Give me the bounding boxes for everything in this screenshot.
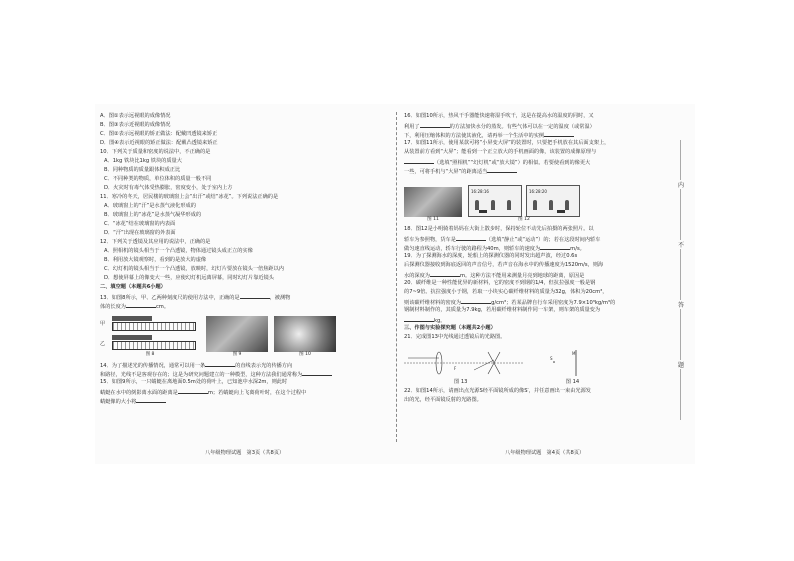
question-20-end: kg。 (404, 315, 674, 324)
text-line: C．图②表示远视眼的矫正做法：配戴凹透镜来矫正 (100, 131, 218, 137)
text-line: 钢制材料制作的，其质量为7.9kg，若用碳纤维材料制作同一车架，则车架的质量变为 (404, 307, 601, 313)
figure-caption: 图 10 (299, 352, 311, 357)
timestamp: 16:28:16 (471, 189, 489, 194)
answer-blank (461, 297, 491, 304)
phone-screen-photo (404, 187, 462, 217)
page-footer-left: 八年级物理试题 第3页（共8页） (205, 450, 285, 456)
text-line: B．利用放大镜观察时，看到的是放大的虚像 (104, 257, 207, 263)
question-17-cont: （选填“照相机”“幻灯机”或“放大镜”）的相似。若要使看到的像更大 (404, 157, 674, 166)
ruler-diagram (100, 316, 200, 352)
figure-10 (274, 316, 336, 358)
ruler-b (112, 341, 196, 350)
text-line: 从装置前方看到“大屏”；能看到一个正立放大的手机画面的像，该装置的成像原理与 (404, 149, 597, 155)
answer-blank (420, 121, 450, 128)
answer-blank (178, 387, 208, 394)
figure-caption: 图 9 (232, 352, 242, 357)
text-line: C．不同种类的物质，单位体积的质量一般不同 (104, 176, 212, 182)
figure-8 (100, 316, 200, 358)
ruler-label-a: 甲 (100, 321, 106, 327)
text-line: D．想使屏幕上的像变大一些，应使幻灯机远离屏幕，同时幻灯片靠近镜头 (104, 275, 274, 281)
text-line: D．火灾时有毒气体受热膨胀，密度变小，处于室内上方 (104, 185, 233, 191)
text-line: C．“冰花”结在玻璃窗的内表面 (104, 221, 176, 227)
tree-icon (491, 200, 495, 210)
text-line: D．“汗”出现在玻璃窗的外表面 (104, 230, 176, 236)
question-15-end: 蜻蜓像的大小将 (100, 396, 385, 405)
question-11: 11．寒冷的冬天，居民楼的玻璃窗上会“出汗”或结“冰花”。下列说法正确的是 (100, 194, 279, 200)
answer-blank (404, 157, 434, 164)
tree-icon (533, 200, 537, 210)
text-line: 的7~9倍。抗拉强度小于钢，若取一小块实心碳纤维材料的质量为32g，体积为20cm³， (404, 289, 608, 295)
text-line: A．玻璃窗上的“汗”是水蒸气液化形成的 (104, 203, 196, 209)
question-16-cont: 利用了 的方法加快水分的蒸发。有些气体可以在一定的温度（或常温） (404, 121, 674, 130)
answer-blank (205, 360, 235, 367)
figure-row-13-14 (404, 344, 674, 376)
text-line: D．图④表示近视眼的矫正做法：配戴凸透镜来矫正 (100, 140, 218, 146)
text-line: B．同种物质的质量跟体积成正比 (104, 167, 181, 173)
hand-dryer-photo (274, 316, 336, 352)
ruler-label-b: 乙 (100, 341, 106, 347)
figure-caption: 图 8 (145, 352, 155, 357)
question-12: 12．下列关于透镜及其应用的说法中，正确的是 (100, 239, 211, 245)
question-19: 19．为了探测海水的深度，轮船上的探测仪器的同时发出超声波，经过0.6s (404, 253, 578, 259)
answer-blank (544, 130, 574, 137)
answer-blank (456, 234, 486, 241)
figure-caption: 图 12 (518, 217, 530, 222)
question-22-cont: 出的光，经平面镜反射的光路图。 (404, 397, 482, 403)
right-column (404, 112, 674, 405)
question-15: 15．如图9所示，一只蜻蜓在离地面0.5m处的荷叶上，已知池中水深2m，则此时 (100, 379, 288, 385)
light-source-icon (553, 361, 555, 363)
text-line: A．1kg 铁块比1kg 铁块的质量大 (104, 158, 182, 164)
dragonfly-photo (206, 316, 268, 352)
section-3-title: 三、作图与实验探究题（本题共2小题） (404, 325, 496, 331)
question-16: 16．如图10所示，热风干手器能快速将湿手吹干，这是在提高水的温度的同时，又 (404, 113, 594, 119)
binding-char: 不 (675, 240, 687, 249)
figure-13-svg (404, 350, 604, 376)
ruler-a (112, 322, 196, 331)
street-photos (468, 185, 580, 217)
answer-blank (540, 243, 570, 250)
question-20-cont: 则该碳纤维材料的密度为 g/cm³；若某品牌自行车采用密度为7.9×10³kg/m³的 (404, 297, 674, 306)
binding-char: 内 (675, 180, 687, 189)
figure-row-8-10 (100, 312, 385, 358)
question-19-cont: 水的深度为 m。这种方法不能用来测量月亮到地球的距离，原因是 (404, 270, 674, 279)
question-14: 14．为了描述光的传播情况，通常可以用一条 的直线表示光的传播方向 (100, 360, 385, 369)
question-14-cont: 和路径，光线不是客观存在的；这是为研究问题建立的一种模型，这种方法我们通常称为 (100, 369, 385, 378)
text-line: A．照相机的镜头相当于一个凸透镜，物体通过镜头成正立的实像 (104, 248, 253, 254)
question-18-cont: 轿车为参照物，货车是 （选填“静止”或“运动”）的；若在这段时间内轿车 (404, 234, 674, 243)
question-13-cont: 体的长度为 cm。 (100, 301, 385, 310)
question-22: 22．如图14所示，请画出点光源S经平面镜所成的像S′，并任意画出一束由光源发 (404, 388, 591, 394)
focus-label: F (454, 366, 457, 371)
question-17: 17．如图11所示，使用某款可将“小屏变大屏”的装置时，只要把手机放在其后面支架上， (404, 140, 610, 146)
question-10: 10．下列关于质量和密度的说法中，不正确的是 (100, 149, 211, 155)
question-18: 18．图12是小明骑着妈妈在大街上散步时，保持轮位不动先后拍摄的两张照片。以 (404, 226, 594, 232)
timestamp: 16:28:20 (529, 189, 547, 194)
figure-13-14-captions: 图 13 图 14 (454, 379, 580, 385)
section-2-title: 二、填空题（本题共6小题） (100, 284, 166, 290)
source-label: S (550, 356, 553, 361)
answer-blank (136, 396, 166, 403)
mirror-label: M (572, 351, 576, 356)
text-line: 后探测仪器接收到海底返回的声音信号，若声音在海水中的传播速度为1520m/s，则海 (404, 262, 604, 268)
binding-char: 题 (675, 360, 687, 369)
measured-bar-a (112, 316, 152, 321)
figure-11 (404, 187, 462, 223)
text-line: B．玻璃窗上的“冰花”是水蒸气凝华形成的 (104, 212, 202, 218)
street-photo-1 (468, 185, 522, 217)
question-15-cont: 蜻蜓在水中的倒影离水面的距离是 m；若蜻蜓向上飞离荷叶时，在这个过程中 (100, 387, 385, 396)
answer-blank (126, 301, 156, 308)
figure-row-11-12 (404, 177, 674, 223)
text-line: C．幻灯机的镜头相当于一个凸透镜，放映时，幻灯片要放在镜头一倍焦距以内 (104, 266, 284, 272)
column-divider (396, 112, 397, 442)
figure-9 (206, 316, 268, 358)
tree-icon (507, 200, 511, 210)
car-icon (479, 210, 487, 213)
tree-icon (565, 200, 569, 210)
answer-blank (430, 270, 460, 277)
answer-blank (240, 292, 270, 299)
left-column (100, 112, 385, 405)
street-photo-2 (526, 185, 580, 217)
question-13: 13．如图8所示，甲、乙两种刻度尺的使用方法中，正确的是 ，被测物 (100, 292, 385, 301)
figure-caption: 图 11 (427, 217, 439, 222)
car-icon (557, 210, 565, 213)
text-line: A．图①表示远视眼的成像情况 (100, 113, 171, 119)
binding-margin (670, 140, 692, 420)
question-21: 21．完成图13中光线通过透镜后的光路图。 (404, 334, 506, 340)
question-20: 20．碳纤维是一种性能优异的新材料，它的密度不到钢的1/4，但抗拉强度一般是钢 (404, 280, 596, 286)
binding-char: 答 (675, 300, 687, 309)
tree-icon (549, 200, 553, 210)
answer-blank (302, 369, 332, 376)
answer-blank (487, 166, 517, 173)
tree-icon (475, 200, 479, 210)
question-17-end: 一些，可将手机与“大屏”的距离适当 (404, 166, 674, 175)
question-18-end: 做匀速直线运动，轿车行驶的路程为40m，则轿车的速度为 m/s。 (404, 243, 674, 252)
text-line: B．图③表示近视眼的成像情况 (100, 122, 171, 128)
figure-12 (468, 185, 580, 223)
answer-blank (404, 315, 434, 322)
measured-bar-b (112, 335, 152, 340)
page-footer-right: 八年级物理试题 第4页（共8页） (505, 450, 585, 456)
question-16-end: 下，利用压缩体积的方法使其液化，请再举一个生活中的实例 (404, 130, 674, 139)
